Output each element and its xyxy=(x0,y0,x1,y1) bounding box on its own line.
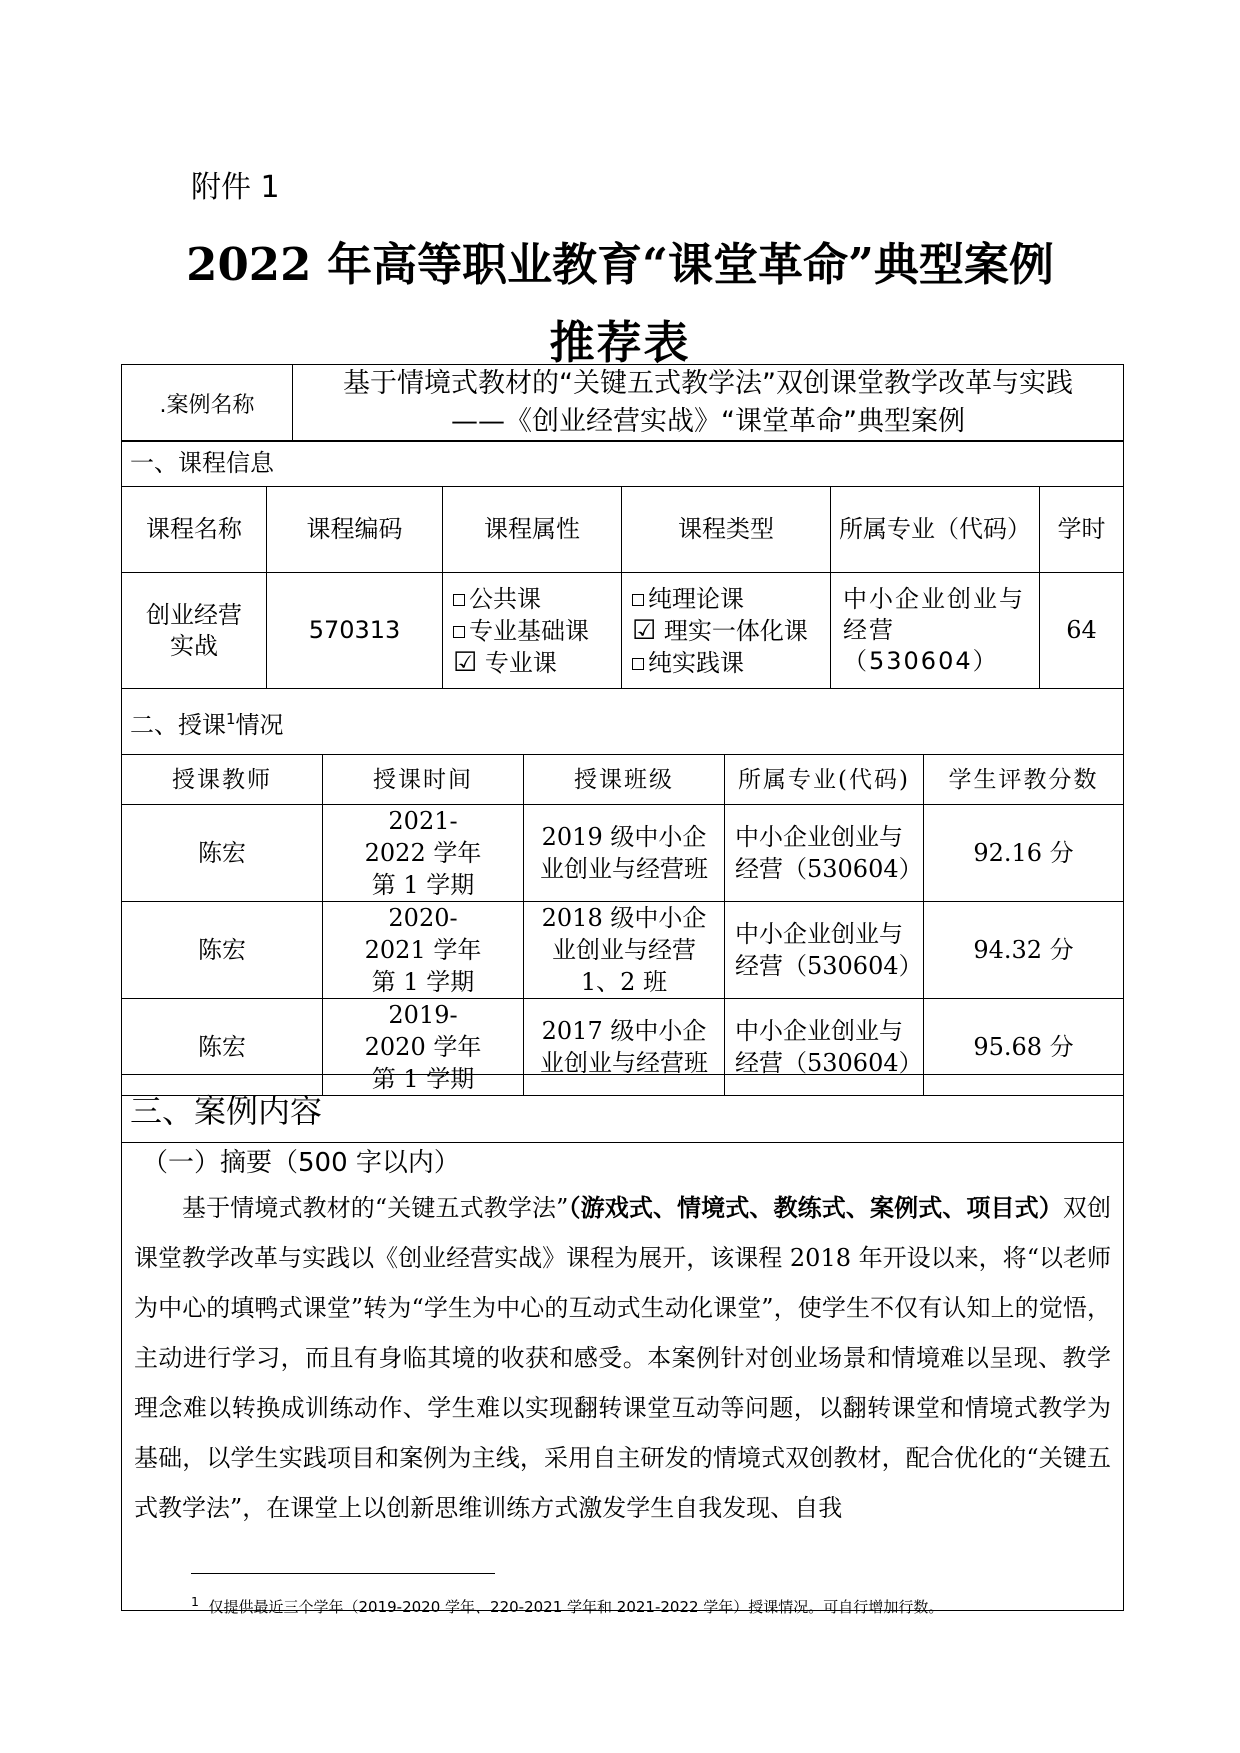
time-cell: 2019-2020 学年第 1 学期 xyxy=(323,999,524,1096)
type-option-theory[interactable]: 纯理论课 xyxy=(632,583,830,615)
checkbox-empty-icon xyxy=(632,658,644,670)
major-cell: 中小企业创业与经营（530604） xyxy=(725,999,924,1096)
checkbox-empty-icon xyxy=(453,626,465,638)
type-option-practice[interactable]: 纯实践课 xyxy=(632,647,830,679)
score-cell: 92.16 分 xyxy=(924,805,1124,902)
course-attribute-options xyxy=(443,573,622,689)
header-major: 所属专业（代码） xyxy=(831,487,1040,573)
header-course-name: 课程名称 xyxy=(122,487,267,573)
attachment-label: 附件 1 xyxy=(191,170,280,205)
header-course-code: 课程编码 xyxy=(267,487,443,573)
checkbox-checked-icon: ☑ xyxy=(632,614,657,646)
class-cell: 2017 级中小企业创业与经营班 xyxy=(524,999,725,1096)
hours-value: 64 xyxy=(1040,573,1124,689)
teacher-cell: 陈宏 xyxy=(122,999,323,1096)
abstract-paragraph: 基于情境式教材的“关键五式教学法”（游戏式、情境式、教练式、案例式、项目式）双创课堂教学改革与实践以《创业经营实战》课程为展开，该课程 2018 年开设以来，将“以老师为中心的填鸭式课堂”转为“学生为中心的互动式生动化课堂”，使学生不仅有认知上的觉悟，主动进行学习，而且有身临其境的收获和感受。本案例针对创业场景和情境难以呈现、教学理念难以转换成训练动作、学生难以实现翻转课堂互动等问题，以翻转课堂和情境式教学为基础，以学生实践项目和案例为主线，采用自主研发的情境式双创教材，配合优化的“关键五式教学法”，在课堂上以创新思维训练方式激发学生自我发现、自我 xyxy=(134,1193,1112,1522)
checkbox-empty-icon xyxy=(453,594,465,606)
time-cell: 2021-2022 学年第 1 学期 xyxy=(323,805,524,902)
section1-heading: 一、课程信息 xyxy=(122,441,1124,487)
class-cell: 2018 级中小企业创业与经营1、2 班 xyxy=(524,902,725,999)
course-name-value: 创业经营实战 xyxy=(122,573,267,689)
footnote-divider xyxy=(191,1573,495,1574)
header-hours: 学时 xyxy=(1040,487,1124,573)
major-cell: 中小企业创业与经营（530604） xyxy=(725,805,924,902)
teacher-cell: 陈宏 xyxy=(122,805,323,902)
header-major: 所属专业(代码) xyxy=(725,755,924,805)
document-title: 2022 年高等职业教育“课堂革命”典型案例 xyxy=(186,238,1054,291)
abstract-cell xyxy=(122,1143,1124,1611)
header-course-type: 课程类型 xyxy=(622,487,831,573)
course-type-options xyxy=(622,573,831,689)
section2-heading: 二、授课$^1$情况 xyxy=(122,689,1124,755)
case-name-table xyxy=(121,364,1124,442)
header-score: 学生评教分数 xyxy=(924,755,1124,805)
score-cell: 94.32 分 xyxy=(924,902,1124,999)
course-info-table xyxy=(121,440,1124,689)
section3-heading: 三、案例内容 xyxy=(122,1075,1124,1143)
header-class: 授课班级 xyxy=(524,755,725,805)
teaching-table xyxy=(121,688,1124,1096)
footnote: $^1$ 仅提供最近三个学年（2019-2020 学年、220-2021 学年和 2021-2022 学年）授课情况。可自行增加行数。 xyxy=(191,1594,944,1616)
case-name-line1: 基于情境式教材的“关键五式教学法”双创课堂教学改革与实践 xyxy=(343,368,1073,399)
header-course-attribute: 课程属性 xyxy=(443,487,622,573)
abstract-subheading: （一）摘要（500 字以内） xyxy=(142,1148,460,1178)
table-row xyxy=(122,805,1124,902)
footnote-ref: 1 xyxy=(226,709,236,728)
case-name-value xyxy=(293,365,1124,442)
major-cell: 中小企业创业与经营（530604） xyxy=(725,902,924,999)
checkbox-checked-icon: ☑ xyxy=(453,646,478,678)
type-option-integrated[interactable]: ☑ 理实一体化课 xyxy=(632,614,808,646)
checkbox-empty-icon xyxy=(632,594,644,606)
major-value: 中小企业创业与经营（530604） xyxy=(831,573,1040,689)
header-teacher: 授课教师 xyxy=(122,755,323,805)
case-content-table xyxy=(121,1074,1124,1611)
teacher-cell: 陈宏 xyxy=(122,902,323,999)
document-subtitle: 推荐表 xyxy=(549,316,691,369)
attribute-option-major[interactable]: ☑ 专业课 xyxy=(453,646,557,678)
case-name-line2: ——《创业经营实战》“课堂革命”典型案例 xyxy=(451,406,965,437)
case-name-label: .案例名称 xyxy=(122,365,293,442)
time-cell: 2020-2021 学年第 1 学期 xyxy=(323,902,524,999)
class-cell: 2019 级中小企业创业与经营班 xyxy=(524,805,725,902)
table-row xyxy=(122,902,1124,999)
score-cell: 95.68 分 xyxy=(924,999,1124,1096)
course-code-value: 570313 xyxy=(267,573,443,689)
header-time: 授课时间 xyxy=(323,755,524,805)
attribute-option-public[interactable]: 公共课 xyxy=(453,583,621,615)
attribute-option-basic[interactable]: 专业基础课 xyxy=(453,615,621,647)
